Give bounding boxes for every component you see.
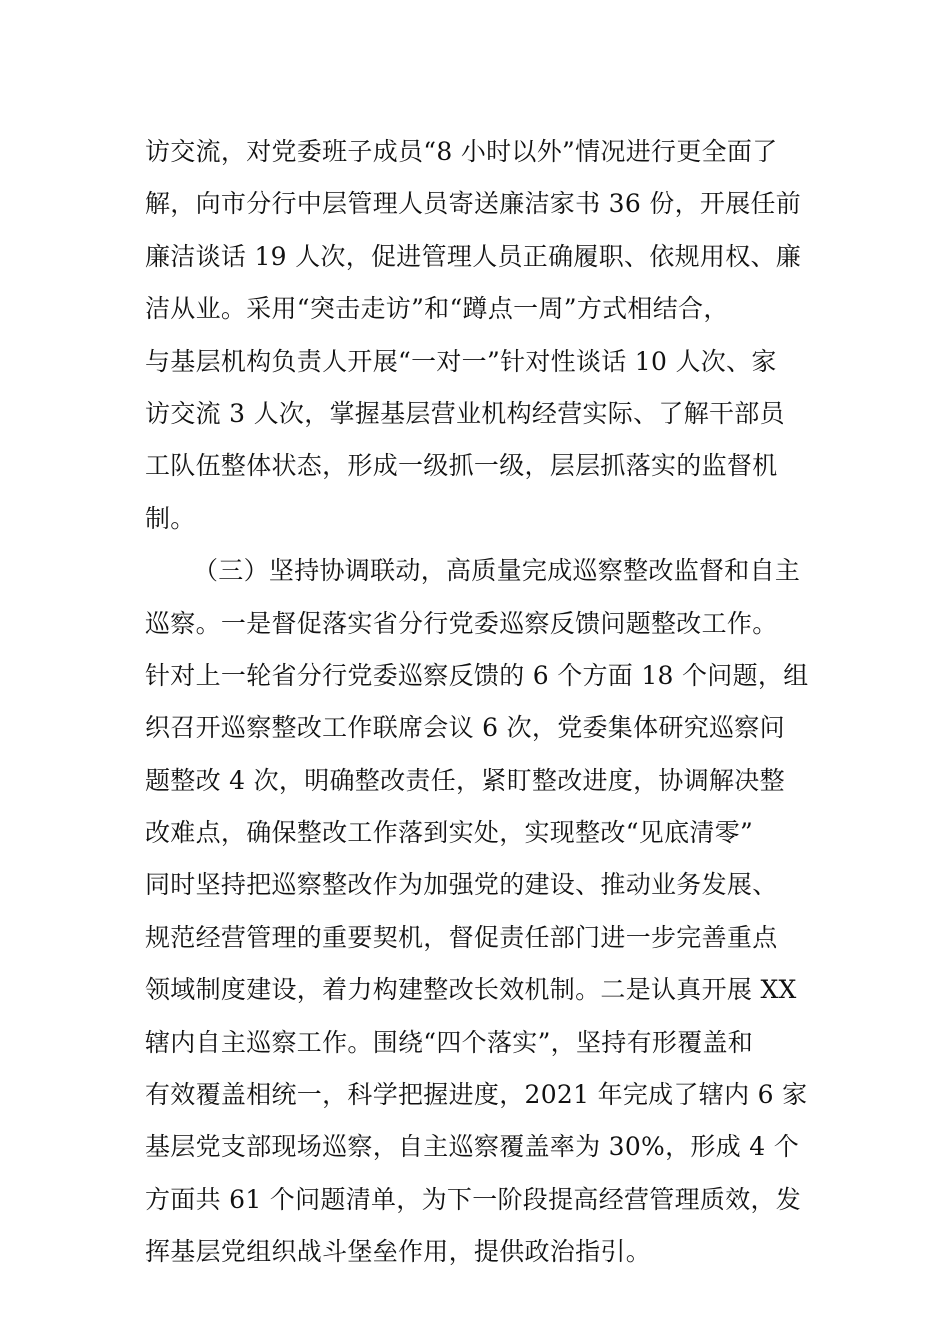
- text-line: 访交流，对党委班子成员“8 小时以外”情况进行更全面了: [145, 137, 778, 166]
- text-line: 基层党支部现场巡察，自主巡察覆盖率为 30%，形成 4 个: [145, 1132, 800, 1162]
- text-line: 解，向市分行中层管理人员寄送廉洁家书 36 份，开展任前: [145, 189, 802, 219]
- text-line: 与基层机构负责人开展“一对一”针对性谈话 10 人次、家: [145, 346, 777, 376]
- text-line: 织召开巡察整改工作联席会议 6 次，党委集体研究巡察问: [145, 713, 785, 743]
- text-line: 访交流 3 人次，掌握基层营业机构经营实际、了解干部员: [145, 398, 785, 428]
- document-body: [145, 126, 815, 1279]
- text-line: 同时坚持把巡察整改作为加强党的建设、推动业务发展、: [145, 870, 778, 900]
- text-line: 工队伍整体状态，形成一级抓一级，层层抓落实的监督机: [145, 451, 778, 481]
- text-line: 有效覆盖相统一，科学把握进度，2021 年完成了辖内 6 家: [145, 1080, 808, 1110]
- text-line: 题整改 4 次，明确整改责任，紧盯整改进度，协调解决整: [145, 765, 785, 795]
- section-heading-line: （三）坚持协调联动，高质量完成巡察整改监督和自主: [193, 556, 801, 586]
- text-line: 针对上一轮省分行党委巡察反馈的 6 个方面 18 个问题，组: [145, 660, 809, 690]
- text-line: 挥基层党组织战斗堡垒作用，提供政治指引。: [145, 1237, 652, 1267]
- text-line: 廉洁谈话 19 人次，促进管理人员正确履职、依规用权、廉: [145, 241, 802, 271]
- text-line: 改难点，确保整改工作落到实处，实现整改“见底清零”: [145, 818, 754, 848]
- text-line: 辖内自主巡察工作。围绕“四个落实”，坚持有形覆盖和: [145, 1027, 754, 1057]
- text-line: 巡察。一是督促落实省分行党委巡察反馈问题整改工作。: [145, 608, 778, 638]
- text-line: 洁从业。采用“突击走访”和“蹲点一周”方式相结合，: [145, 294, 729, 324]
- text-line: 制。: [145, 503, 196, 533]
- text-line: 领域制度建设，着力构建整改长效机制。二是认真开展 XX: [145, 975, 797, 1005]
- text-line: 规范经营管理的重要契机，督促责任部门进一步完善重点: [145, 922, 778, 952]
- text-line: 方面共 61 个问题清单，为下一阶段提高经营管理质效，发: [145, 1184, 802, 1214]
